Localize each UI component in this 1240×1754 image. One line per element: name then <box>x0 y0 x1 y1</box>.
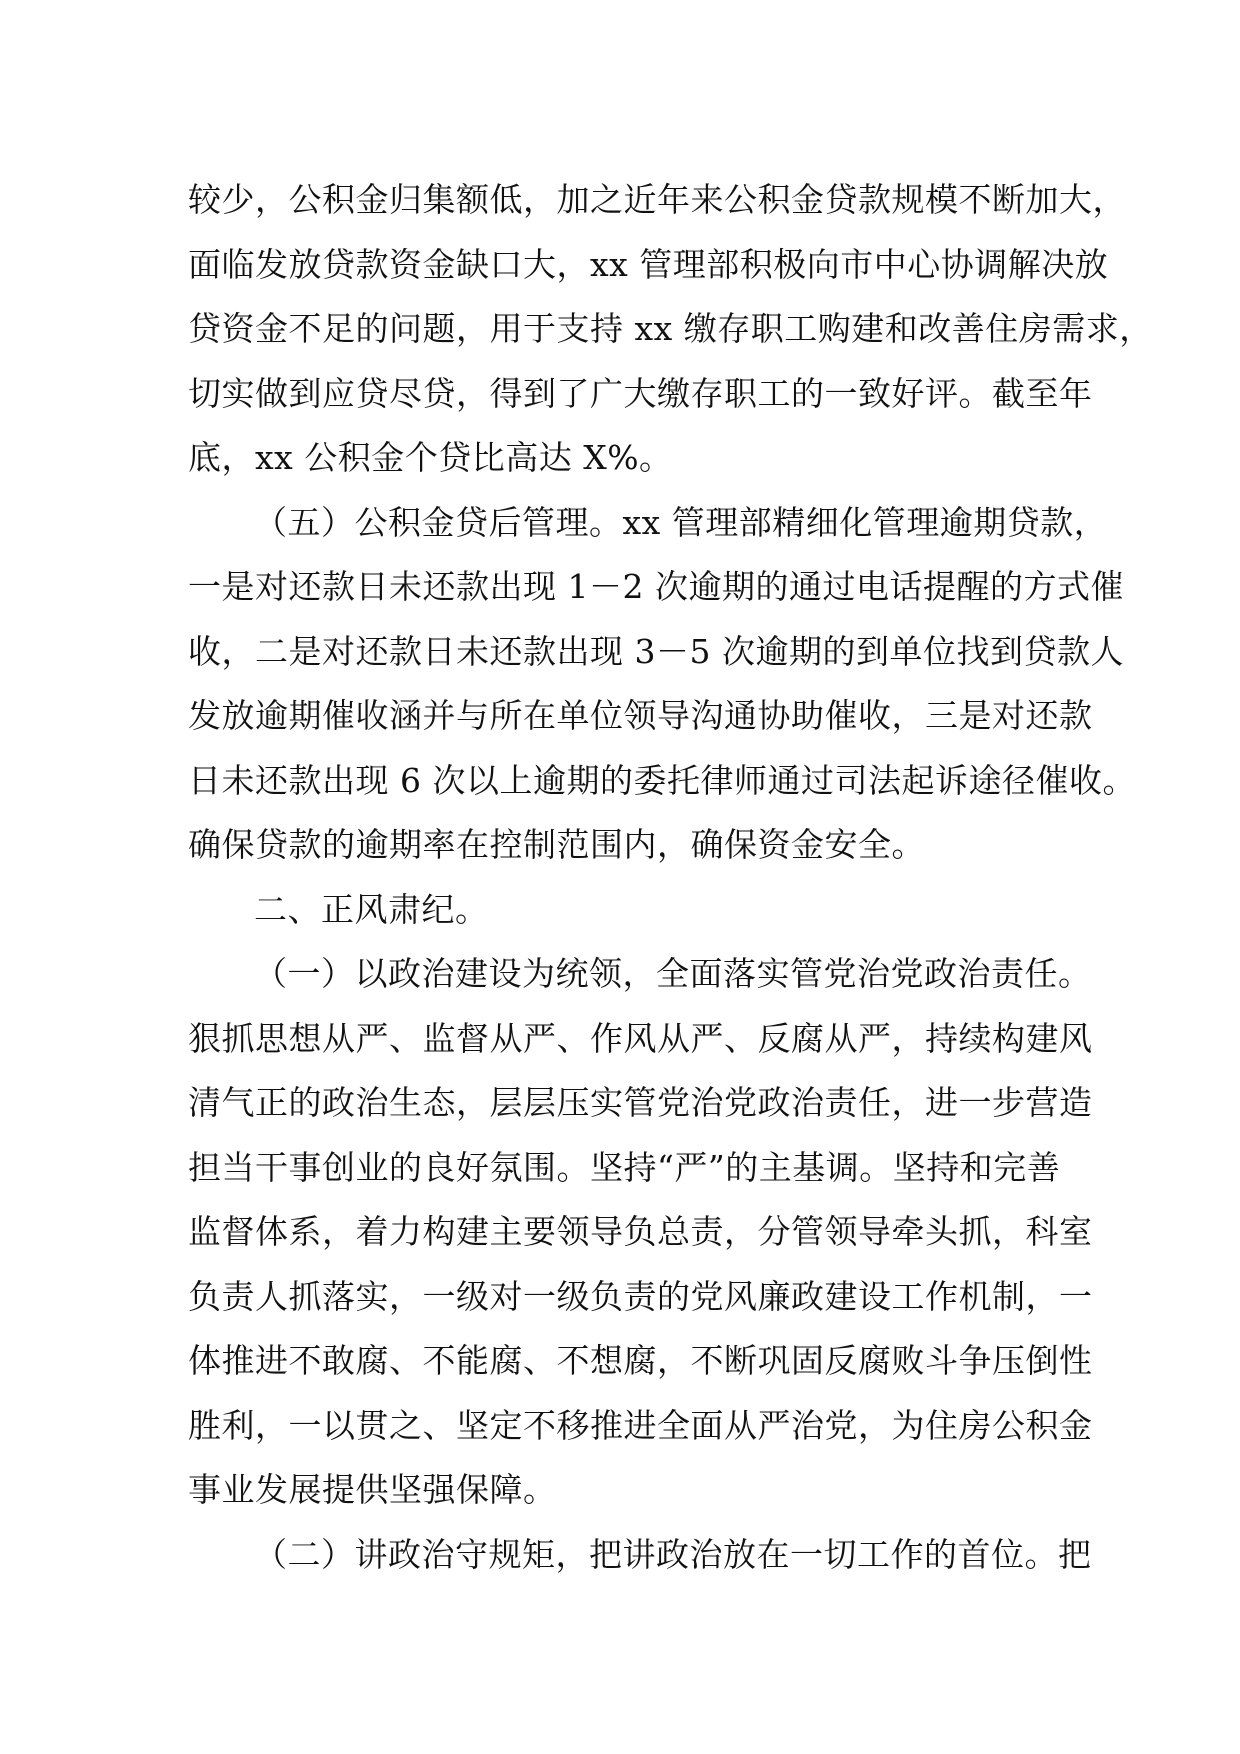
text-line-7: 一是对还款日未还款出现 1－2 次逾期的通过电话提醒的方式催 <box>188 567 1124 606</box>
text-line-15: 清气正的政治生态，层层压实管党治党政治责任，进一步营造 <box>188 1083 1093 1122</box>
text-line-20: 胜利，一以贯之、坚定不移推进全面从严治党，为住房公积金 <box>188 1405 1093 1445</box>
section-heading-discipline: 二、正风肃纪。 <box>254 889 489 929</box>
text-line-14: 狠抓思想从严、监督从严、作风从严、反腐从严，持续构建风 <box>188 1018 1093 1058</box>
document-body <box>188 168 1153 1587</box>
text-line-16: 担当干事创业的良好氛围。坚持“严”的主基调。坚持和完善 <box>188 1147 1061 1187</box>
text-line-4: 切实做到应贷尽贷，得到了广大缴存职工的一致好评。截至年 <box>188 373 1093 413</box>
text-line-3: 贷资金不足的问题，用于支持 xx 缴存职工购建和改善住房需求， <box>188 309 1153 348</box>
text-line-8: 收，二是对还款日未还款出现 3－5 次逾期的到单位找到贷款人 <box>188 631 1124 671</box>
text-line-11: 确保贷款的逾期率在控制范围内，确保资金安全。 <box>188 825 925 864</box>
text-line-1: 较少，公积金归集额低，加之近年来公积金贷款规模不断加大， <box>188 180 1126 219</box>
text-line-21: 事业发展提供坚强保障。 <box>188 1470 557 1509</box>
text-line-5: 底，xx 公积金个贷比高达 X%。 <box>188 438 673 477</box>
text-line-17: 监督体系，着力构建主要领导负总责，分管领导牵头抓，科室 <box>188 1212 1093 1251</box>
text-line-9: 发放逾期催收涵并与所在单位领导沟通协助催收，三是对还款 <box>188 696 1093 735</box>
paragraph-heading-political-rules: （二）讲政治守规矩，把讲政治放在一切工作的首位。把 <box>254 1534 1092 1574</box>
text-line-10: 日未还款出现 6 次以上逾期的委托律师通过司法起诉途径催收。 <box>188 760 1136 800</box>
text-line-2: 面临发放贷款资金缺口大，xx 管理部积极向市中心协调解决放 <box>188 244 1109 284</box>
paragraph-heading-political-construction: （一）以政治建设为统领，全面落实管党治党政治责任。 <box>254 954 1092 993</box>
text-line-19: 体推进不敢腐、不能腐、不想腐，不断巩固反腐败斗争压倒性 <box>188 1341 1093 1380</box>
text-line-18: 负责人抓落实，一级对一级负责的党风廉政建设工作机制，一 <box>188 1276 1093 1316</box>
paragraph-heading-loan-post-management: （五）公积金贷后管理。xx 管理部精细化管理逾期贷款， <box>254 502 1108 542</box>
